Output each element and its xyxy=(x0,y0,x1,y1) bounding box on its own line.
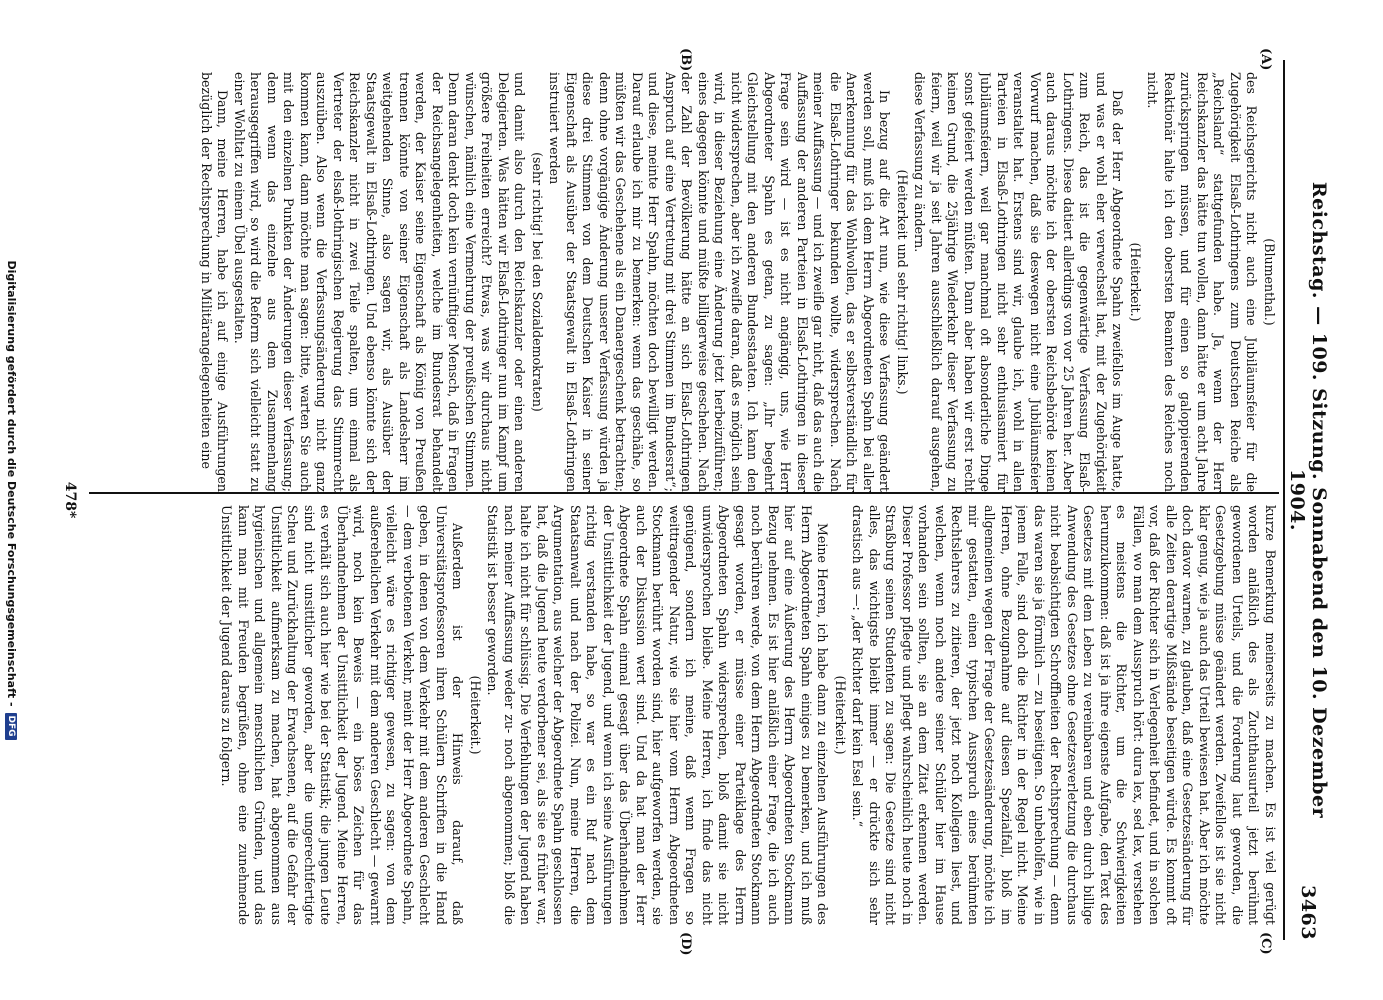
paragraph: und damit also durch den Reichskanzler oder einen anderen Delegierten. Was hätten wir Elsaß-Lothringer nun im Kampf um größere Freiheiten erreicht? Etwas, was wir durchaus nicht wünschen, nämlich eine Vermehrung der preußischen Stimmen. Denn daran denkt doch kein vernünftiger Mensch, daß in Fragen der Reichsangelegenheiten, welche im Bundesrat behandelt werden, der Kaiser seine Eigenschaft als König von Preußen trennen könnte von seiner Eigenschaft als Landesherr im weitgehenden Sinne, also sagen wir, als Ausüber der Staatsgewalt in Elsaß-Lothringen. Und ebenso könnte sich der Reichskanzler nicht in zwei Teile spalten, um einmal als Vertreter der elsaß-lothringischen Regierung das Stimmrecht auszuüben. Also wenn die Verfassungsänderung nicht ganz kommen kann, dann möchte man sagen: bitte, warten Sie auch mit den einzelnen Punkten der Änderungen dieser Verfassung; denn wenn das einzelne aus dem Zusammenhang herausgegriffen wird, so wird die Reform sich vielleicht statt zu einer Wohltat zu einem Übel ausgestalten. xyxy=(232,72,528,492)
header-title: Reichstag. — 109. Sitzung. Sonnabend den 10. Dezember 1904. xyxy=(1286,181,1330,819)
paragraph: Daß der Herr Abgeordnete Spahn zweifellos im Auge hatte, und was er wohl eher verwechselt hat, mit der Zugehörigkeit zum Reich, das ist die gegenwärtige Verfassung Elsaß-Lothringens. Diese datiert allerdings von vor 25 Jahren her. Aber auch daraus möchte ich der obersten Reichsbehörde keinen Vorwurf machen, daß sie deswegen nicht eine Jubiläumsfeier veranstaltet hat. Erstens sind wir, glaube ich, wohl in allen Parteien in Elsaß-Lothringen nicht sehr enthusiasmiert für Jubiläumsfeiern, weil gar manchmal oft absonderliche Dinge sonst gefeiert werden müßten. Dann aber haben wir erst recht keinen Grund, die 25jährige Wiederkehr dieser Verfassung zu feiern, weil wir ja seit Jahren ausschließlich darauf ausgehen, diese Verfassung zu ändern. xyxy=(912,72,1126,492)
page-number: 478* xyxy=(62,481,78,519)
digitization-footer xyxy=(5,60,18,940)
paragraph: des Reichsgerichts nicht auch eine Jubiläumsfeier für die Zugehörigkeit Elsaß-Lothringens zum Deutschen Reiche als „Reichsland“ stattgefunden habe. Ja, wenn der Herr Reichskanzler das hätte tun wollen, dann hätte er um acht Jahre zurückspringen müssen, und für einen so galoppierenden Reaktionär halte ich den obersten Beamten des Reiches noch nicht. xyxy=(1145,72,1260,492)
margin-marker-b: (B) xyxy=(678,48,693,72)
header-page-number: 3463 xyxy=(1297,885,1319,940)
interjection: (sehr richtig! bei den Sozialdemokraten) xyxy=(530,152,545,412)
paragraph: In bezug auf die Art nun, wie diese Verfassung geändert werden soll, muß ich dem Herrn Abgeordneten Spahn bei aller Anerkennung für das Wohlwollen, das er selbstverständlich für die Elsaß-Lothringer bekunden wollte, widersprechen. Nach meiner Auffassung — und ich zweifle gar nicht, daß das auch die Auffassung der anderen Parteien in Elsaß-Lothringen in dieser Frage sein wird — ist es nicht angängig, uns, wie Herr Abgeordneter Spahn es getan, zu sagen: „Ihr begehrt Gleichstellung mit den anderen Bundesstaaten. Ich kann den nicht widersprechen, aber ich zweifle daran, daß es möglich sein wird, in dieser Beziehung eine Änderung jetzt herbeizuführen; eines dagegen könnte und müßte billigerweise geschehen. Nach der Zahl der Bevölkerung hätte an sich Elsaß-Lothringen Anspruch auf eine Vertretung mit drei Stimmen im Bundesrat“; und diese, meinte Herr Spahn, möchten doch bewilligt werden. Darauf erlaube ich mir zu bemerken: wenn das geschähe, so müßten wir das Geschehene als ein Danaergeschenk betrachten; denn ohne vorgängige Änderung unserer Verfassung würden ja diese drei Stimmen von dem Deutschen Kaiser in seiner Eigenschaft als Ausüber der Staatsgewalt in Elsaß-Lothringen instruiert werden xyxy=(547,72,893,492)
interjection: (Heiterkeit.) xyxy=(468,675,483,755)
interjection: (Blumenthal.) xyxy=(1262,238,1277,326)
paragraph: Außerdem ist der Hinweis darauf, daß Universitätsprofessoren ihren Schülern Schriften in die Hand geben, in denen von dem Verkehr mit dem anderen Geschlecht — dem verbotenen Verkehr, meint der Herr Abgeordnete Spahn, vielleicht wäre es richtiger gewesen, zu sagen: von dem außerehelichen Verkehr mit dem anderen Geschlecht — gewarnt wird, noch kein Beweis — ein böses Zeichen für das Überhandnehmen der Unsittlichkeit der Jugend. Meine Herren, es verhält sich auch hier wie bei der Statistik; die jungen Leute sind nicht unsittlicher geworden, aber die ungerechtfertigte Scheu und Zurückhaltung der Erwachsenen, auf die Gefahr der Unsittlichkeit aufmerksam zu machen, hat abgenommen aus hygienischen und allgemein menschlichen Gründen, und das kann man mit Freuden begrüßen, ohne eine zunehmende Unsittlichkeit der Jugend daraus zu folgern. xyxy=(219,505,466,925)
dfg-logo: DFG xyxy=(6,713,18,740)
margin-marker-c: (C) xyxy=(1258,932,1273,955)
footer-text: Digitalisierung gefördert durch die Deutsche Forschungsgemeinschaft - xyxy=(5,260,18,707)
interjection: (Heiterkeit.) xyxy=(1128,242,1143,322)
left-column xyxy=(93,72,1278,492)
margin-marker-a: (A) xyxy=(1258,48,1273,71)
margin-marker-d: (D) xyxy=(678,932,693,956)
interjection: (Heiterkeit und sehr richtig! links.) xyxy=(895,169,910,395)
paragraph: kurze Bemerkung meinerseits zu machen. Es ist viel gerügt worden anläßlich des als Zuchthausurteil jetzt berühmt gewordenen Urteils, und die Forderung laut geworden, die Gesetzgebung müsse geändert werden. Zweifellos ist sie nicht klar genug, wie ja auch das Urteil bewiesen hat. Aber ich möchte doch davor warnen, zu glauben, daß eine Gesetzesänderung für alle Zeiten derartige Mißstände beseitigen würde. Es kommt oft vor, daß der Richter sich in Verlegenheit befindet, und in solchen Fällen, wo man dem Ausspruch hört: dura lex, sed lex, verstehen es meistens die Richter, um die Schwierigkeiten herumzukommen: daß ist ja ihre eigenste Aufgabe, den Text des Gesetzes mit dem Leben zu vereinbaren und eben durch billige Anwendung des Gesetzes ohne Gesetzesverletzung die durchaus nicht beabsichtigten Schroffheiten der Rechtsprechung — denn das waren sie ja förmlich — zu beseitigen. So unbeholfen, wie in jenem Falle, sind doch die Richter in der Regel nicht. Meine Herren, ohne Bezugnahme auf diesen Spezialfall, bloß im allgemeinen wegen der Frage der Gesetzesänderung, möchte ich mir gestatten, einen typischen Ausspruch eines berühmten Rechtslehrers zu zitieren, der jetzt noch Kollegien liest, und welchen, wenn noch andere seiner Schüler hier im Hause vorhanden sein sollten, sie an dem Zitat erkennen werden. Dieser Professor pflegte und pflegt wahrscheinlich heute noch in Straßburg seinen Studenten zu sagen: Die Gesetze sind nicht alles, das wichtigste bleibt immer — er drückte sich sehr drastisch aus —: „der Richter darf kein Esel sein.“ xyxy=(850,505,1278,925)
page-header xyxy=(1288,60,1328,940)
column-rule xyxy=(89,492,1279,494)
paragraph: Meine Herren, ich habe dann zu einzelnen Ausführungen des Herrn Abgeordneten Spahn einiges zu bemerken, und ich muß hier auf eine Äußerung des Herrn Abgeordneten Stockmann Bezug nehmen. Es ist hier anläßlich einer Frage, die ich auch noch berühren werde, von dem Herrn Abgeordneten Stockmann gesagt worden, er müsse einer Parteiklage des Herrn Abgeordneten Spahn widersprechen, bloß damit sie nicht unwidersprochen bleibe. Meine Herren, ich finde das nicht genügend, sondern ich meine, daß wenn Fragen so weittragender Natur, wie sie hier vom Herrn Abgeordneten Stockmann berührt worden sind, hier aufgeworfen werden, sie auch der Diskussion wert sind. Und da hat man der Herr Abgeordnete Spahn einmal gesagt über das Überhandnehmen der Unsittlichkeit der Jugend, und wenn ich seine Ausführungen richtig verstanden habe, so war es ein Ruf nach dem Staatsanwalt und nach der Polizei. Nun, meine Herren, die Argumentation, aus welcher der Abgeordnete Spahn geschlossen hat, daß die Jugend heute verdorbener sei, als sie es früher war, halte ich nicht für schlüssig. Die Verfehlungen der Jugend haben nach meiner Auffassung weder zu- noch abgenommen; bloß die Statistik ist besser geworden. xyxy=(485,505,831,925)
header-rule xyxy=(1283,60,1285,940)
paragraph: Dann, meine Herren, habe ich auf einige Ausführungen bezüglich der Rechtsprechung in Militärangelegenheiten eine xyxy=(199,72,231,492)
interjection: (Heiterkeit.) xyxy=(833,675,848,755)
right-column xyxy=(93,505,1278,925)
